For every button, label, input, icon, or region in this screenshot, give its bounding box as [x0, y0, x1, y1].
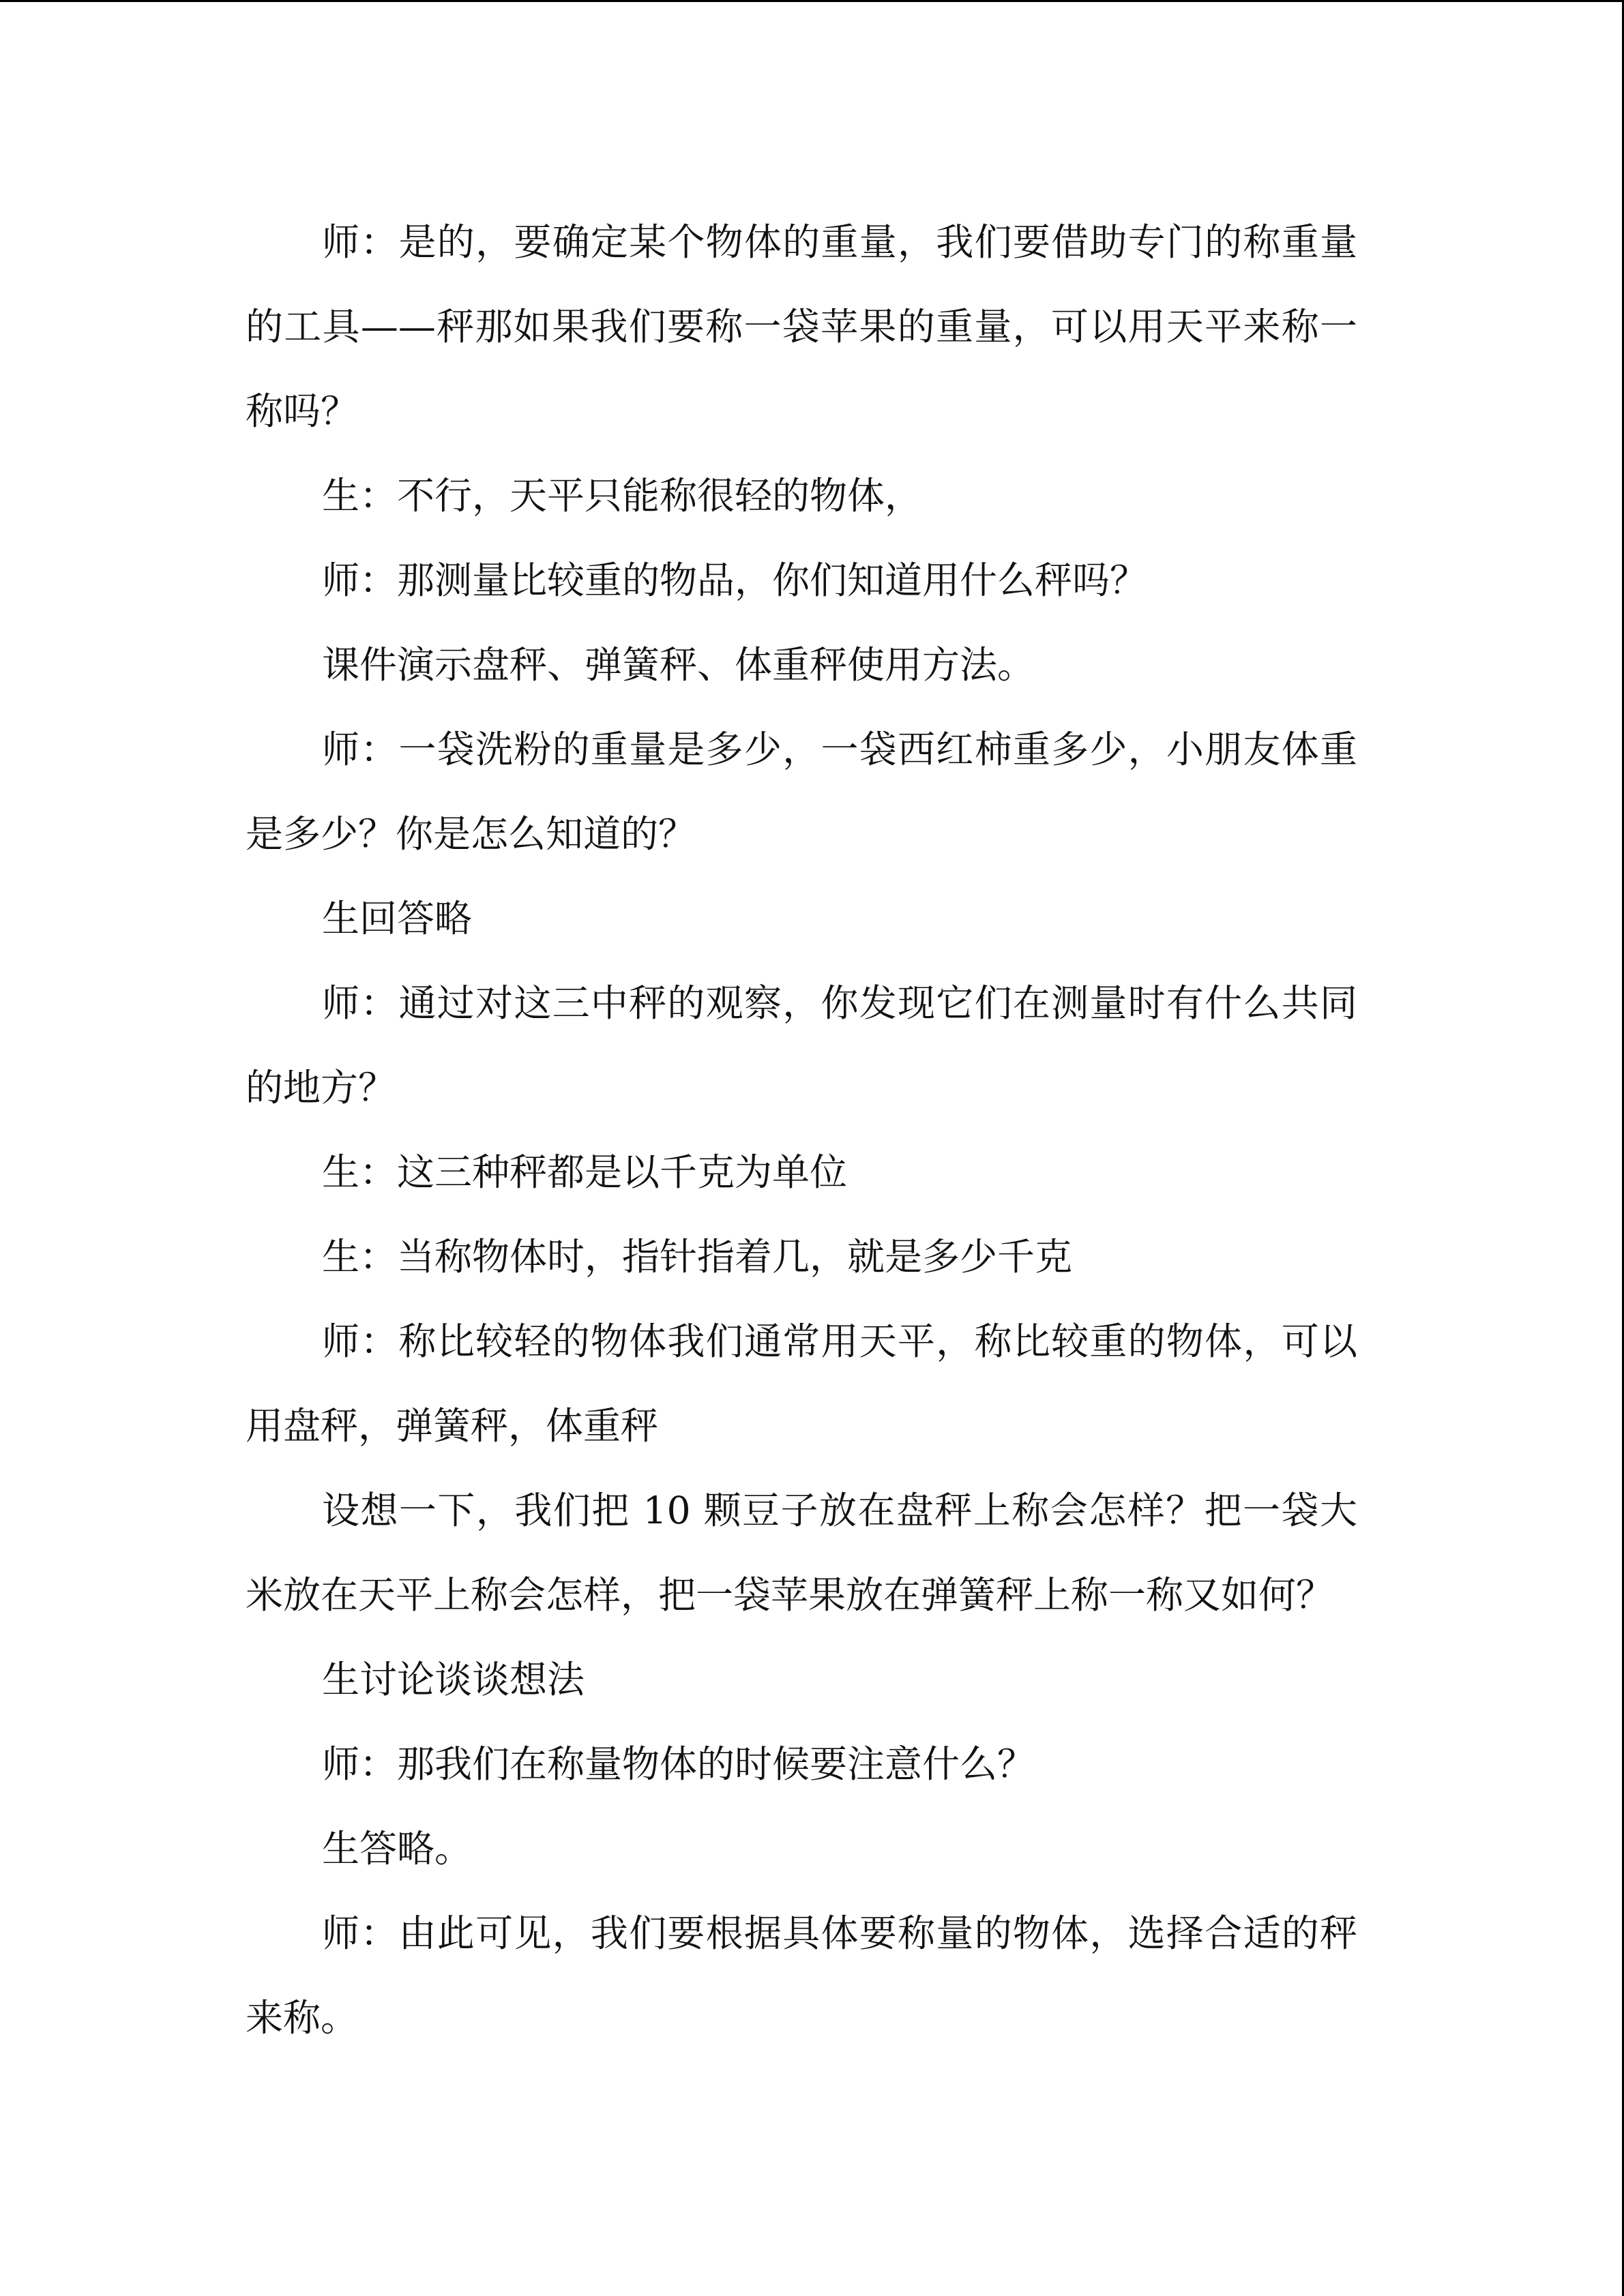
paragraph-teacher-scale-choice: 师：称比较轻的物体我们通常用天平，称比较重的物体，可以用盘秤，弹簧秤，体重秤 [246, 1320, 1357, 1448]
paragraph-student-discussion: 生讨论谈谈想法 [322, 1658, 585, 1701]
page-top-border [0, 0, 1624, 2]
paragraph-teacher-weighing-tools: 师：是的，要确定某个物体的重量，我们要借助专门的称重量的工具——秤那如果我们要称一袋苹果的重量，可以用天平来称一称吗？ [246, 220, 1357, 433]
paragraph-teacher-weight-questions: 师：一袋洗粉的重量是多少，一袋西红柿重多少，小朋友体重是多少？你是怎么知道的？ [246, 728, 1357, 856]
paragraph-student-balance-limit: 生：不行，天平只能称很轻的物体， [322, 474, 923, 518]
paragraph-student-kilogram-unit: 生：这三种秤都是以千克为单位 [322, 1150, 848, 1194]
paragraph-teacher-common-features: 师：通过对这三中秤的观察，你发现它们在测量时有什么共同的地方？ [246, 981, 1357, 1109]
document-body [246, 200, 1357, 2060]
paragraph-teacher-precautions: 师：那我们在称量物体的时候要注意什么？ [322, 1742, 1035, 1786]
paragraph-student-answer-brief: 生答略。 [322, 1827, 473, 1870]
paragraph-student-answer-omitted: 生回答略 [322, 897, 473, 940]
paragraph-imagine-scenarios: 设想一下，我们把 10 颗豆子放在盘秤上称会怎样？把一袋大米放在天平上称会怎样，把一袋苹果放在弹簧秤上称一称又如何？ [246, 1489, 1357, 1617]
paragraph-student-pointer-reading: 生：当称物体时，指针指着几，就是多少千克 [322, 1235, 1073, 1279]
paragraph-teacher-heavy-items: 师：那测量比较重的物品，你们知道用什么秤吗？ [322, 558, 1148, 602]
paragraph-teacher-conclusion: 师：由此可见，我们要根据具体要称量的物体，选择合适的秤来称。 [246, 1911, 1357, 2040]
paragraph-courseware-demo: 课件演示盘秤、弹簧秤、体重秤使用方法。 [322, 643, 1035, 687]
